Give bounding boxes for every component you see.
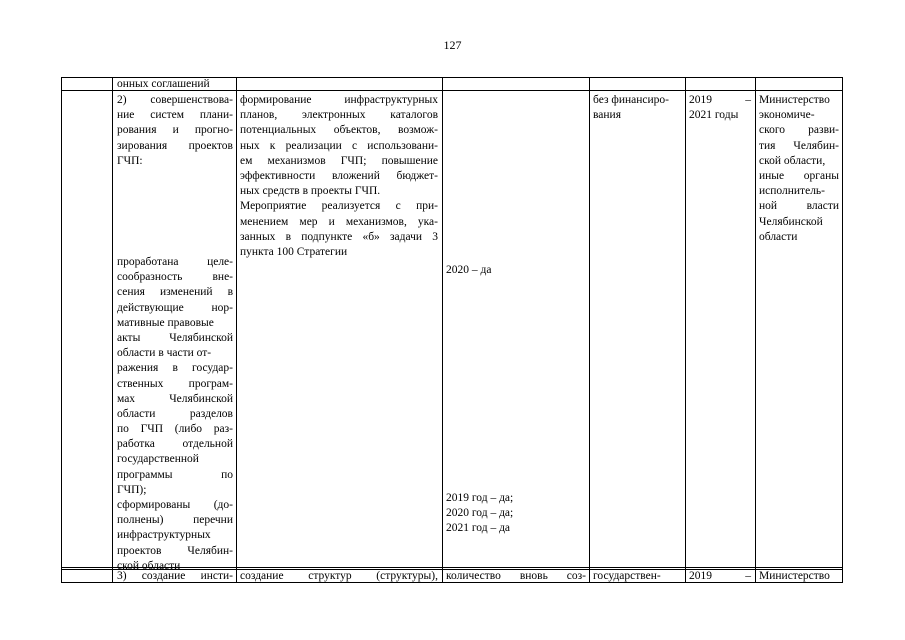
text-line: ского разви- — [759, 124, 839, 137]
text-line: 2021 год – да — [446, 522, 511, 535]
col-rule-0 — [61, 77, 62, 583]
measures-table — [61, 77, 843, 582]
cell-bottom-col6 — [689, 569, 751, 584]
text-line: государственной — [117, 453, 199, 466]
text-line: области в части от- — [117, 347, 212, 360]
col-rule-2 — [236, 77, 237, 583]
col-rule-6 — [755, 77, 756, 583]
text-line: без финансиро- — [593, 94, 669, 106]
text-line: ной власти — [759, 200, 839, 213]
text-line: ных средств в проекты ГЧП. — [240, 185, 381, 198]
text-line: сообразность вне- — [117, 271, 233, 284]
text-line: Министерство — [759, 570, 830, 582]
text-line: акты Челябинской — [117, 331, 233, 344]
text-line: формирование инфраструктурных — [240, 94, 438, 106]
text-line: планов, электронных каталогов — [240, 109, 438, 122]
text-line: 2020 год – да; — [446, 507, 514, 520]
text-line: 2021 годы — [689, 109, 739, 122]
text-line: тия Челябин- — [759, 139, 839, 152]
text-line: работка отдельной — [117, 438, 233, 451]
text-line: действующие нор- — [117, 301, 233, 314]
text-line: 2) совершенствова- — [117, 94, 233, 106]
text-line: вания — [593, 109, 621, 122]
text-line: ных к реализации с использовани- — [240, 139, 438, 152]
text-line: экономиче- — [759, 109, 815, 122]
text-line: полнены) перечни — [117, 514, 233, 527]
text-line: занных в подпункте «б» задачи 3 — [240, 230, 438, 243]
text-line: ской области, — [759, 154, 826, 167]
text-line: менением мер и механизмов, ука- — [240, 215, 438, 228]
text-line: области разделов — [117, 407, 233, 420]
text-line: ственных програм- — [117, 377, 233, 390]
col-rule-1 — [112, 77, 113, 583]
cell-bottom-col2 — [117, 569, 233, 584]
text-line: по ГЧП (либо раз- — [117, 423, 233, 436]
text-line: мативные правовые — [117, 316, 214, 329]
cell-bottom-col3 — [240, 569, 438, 584]
cell-top-col2 — [117, 77, 233, 92]
text-line: Министерство — [759, 94, 830, 106]
text-line: ем механизмов ГЧП; повышение — [240, 154, 438, 167]
cell-measure-description — [240, 93, 438, 260]
cell-financing — [593, 93, 683, 123]
text-line: проектов Челябин- — [117, 544, 233, 557]
cell-responsible — [759, 93, 839, 245]
cell-indicator-2020 — [446, 263, 586, 278]
cell-period — [689, 93, 751, 123]
text-line: 3) создание инсти- — [117, 570, 233, 582]
col-rule-7 — [842, 77, 843, 583]
cell-bottom-col5 — [593, 569, 683, 584]
text-line: области — [759, 230, 798, 243]
page-number: 127 — [443, 38, 462, 52]
text-line: 2019 год – да; — [446, 492, 514, 504]
text-line: Мероприятие реализуется с при- — [240, 200, 438, 213]
text-line: потенциальных объектов, возмож- — [240, 124, 438, 137]
text-line: мах Челябинской — [117, 392, 233, 405]
col-rule-3 — [442, 77, 443, 583]
text-line: государствен- — [593, 570, 661, 582]
text-line: эффективности вложений бюджет- — [240, 169, 438, 182]
text-line: иные органы — [759, 169, 839, 182]
text-line: ние систем плани- — [117, 109, 233, 122]
text-line: сформированы (до- — [117, 499, 233, 511]
text-line: зирования проектов — [117, 139, 233, 152]
text-line: сения изменений в — [117, 286, 233, 299]
text-line: исполнитель- — [759, 185, 826, 198]
cell-measure-title — [117, 93, 233, 169]
text-line: инфраструктурных — [117, 529, 211, 542]
text-line: количество вновь соз- — [446, 570, 586, 582]
col-rule-4 — [589, 77, 590, 583]
text-line: Челябинской — [759, 215, 823, 228]
text-line: пункта 100 Стратегии — [240, 245, 348, 258]
cell-bottom-col7 — [759, 569, 839, 584]
cell-indicator-2019-2021 — [446, 491, 586, 537]
text-line: программы по — [117, 468, 233, 481]
text-line: проработана целе- — [117, 256, 233, 268]
text-line: создание структур (структуры), — [240, 570, 438, 582]
text-line: 2020 – да — [446, 264, 492, 276]
text-line: рования и прогно- — [117, 124, 233, 137]
col-rule-5 — [685, 77, 686, 583]
cell-bottom-col4 — [446, 569, 586, 584]
text-line: 2019 – — [689, 94, 751, 106]
text-line: ГЧП: — [117, 154, 143, 167]
text-line: ГЧП); — [117, 483, 147, 496]
text-line: ской области — [117, 559, 181, 572]
text-line: ражения в государ- — [117, 362, 233, 375]
cell-expected-results — [117, 255, 233, 574]
text-line: онных соглашений — [117, 78, 210, 90]
text-line: 2019 – — [689, 570, 751, 582]
